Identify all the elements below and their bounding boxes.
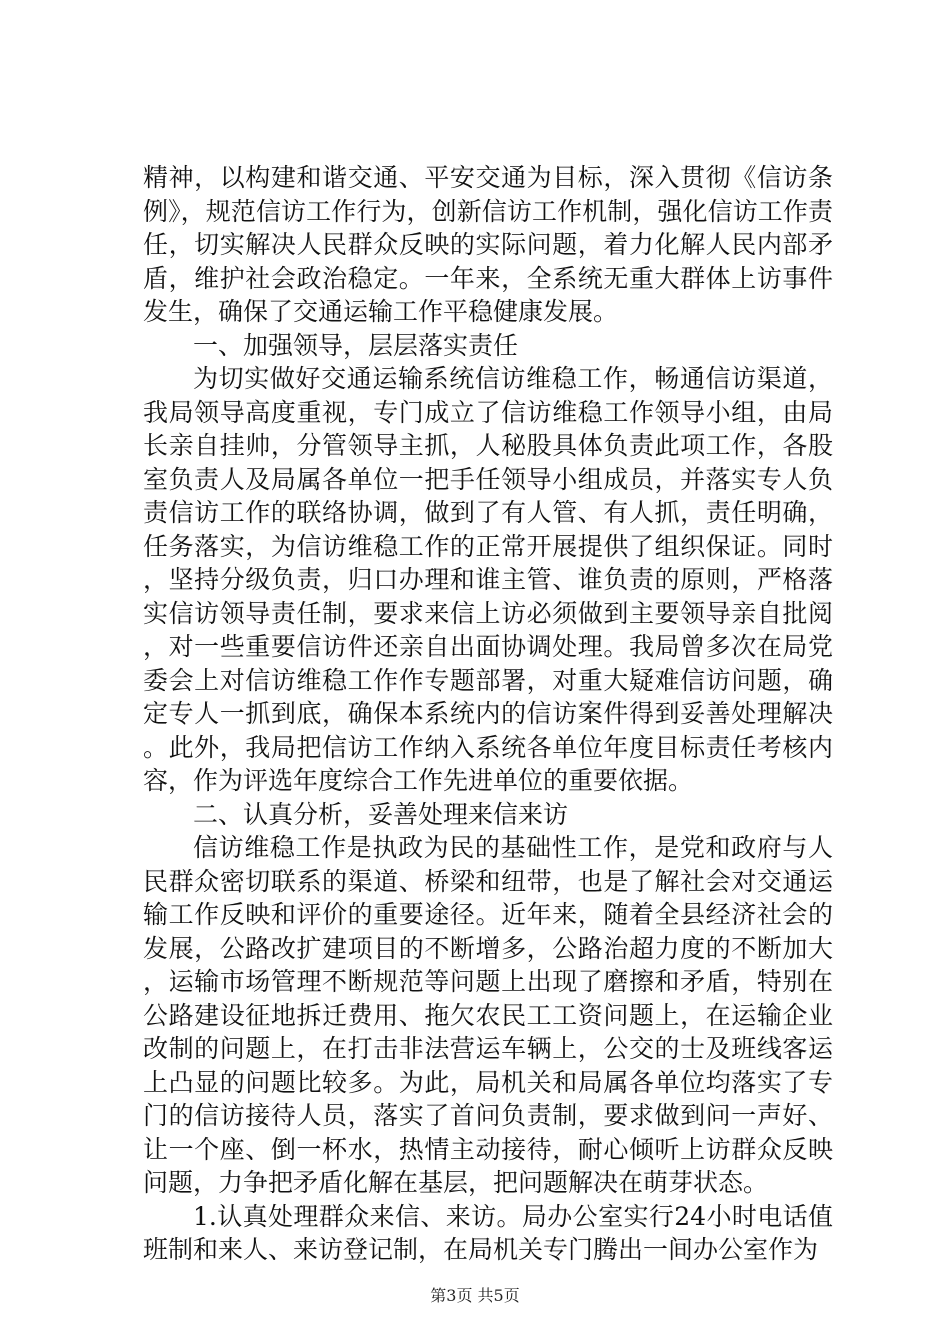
paragraph-section-1: 为切实做好交通运输系统信访维稳工作，畅通信访渠道，我局领导高度重视，专门成立了信访维稳工作领导小组，由局长亲自挂帅，分管领导主抓，人秘股具体负责此项工作，各股室负责人及局属各单位一把手任领导小组成员，并落实专人负责信访工作的联络协调，做到了有人管、有人抓，责任明确，任务落实，为信访维稳工作的正常开展提供了组织保证。同时，坚持分级负责，归口办理和谁主管、谁负责的原则，严格落实信访领导责任制，要求来信上访必须做到主要领导亲自批阅，对一些重要信访件还亲自出面协调处理。我局曾多次在局党委会上对信访维稳工作作专题部署，对重大疑难信访问题，确定专人一抓到底，确保本系统内的信访案件得到妥善处理解决。此外，我局把信访工作纳入系统各单位年度目标责任考核内容，作为评选年度综合工作先进单位的重要依据。 bbox=[143, 364, 833, 795]
paragraph-item-1: 1.认真处理群众来信、来访。局办公室实行24小时电话值班制和来人、来访登记制，在局机关专门腾出一间办公室作为 bbox=[143, 1201, 833, 1264]
paragraph-section-2: 信访维稳工作是执政为民的基础性工作，是党和政府与人民群众密切联系的渠道、桥梁和纽带，也是了解社会对交通运输工作反映和评价的重要途径。近年来，随着全县经济社会的发展，公路改扩建项目的不断增多，公路治超力度的不断加大，运输市场管理不断规范等问题上出现了磨擦和矛盾，特别在公路建设征地拆迁费用、拖欠农民工工资问题上，在运输企业改制的问题上，在打击非法营运车辆上，公交的士及班线客运上凸显的问题比较多。为此，局机关和局属各单位均落实了专门的信访接待人员，落实了首问负责制，要求做到问一声好、让一个座、倒一杯水，热情主动接待，耐心倾听上访群众反映问题，力争把矛盾化解在基层，把问题解决在萌芽状态。 bbox=[143, 833, 833, 1197]
paragraph-intro: 精神，以构建和谐交通、平安交通为目标，深入贯彻《信访条例》，规范信访工作行为，创新信访工作机制，强化信访工作责任，切实解决人民群众反映的实际问题，着力化解人民内部矛盾，维护社会政治稳定。一年来，全系统无重大群体上访事件发生，确保了交通运输工作平稳健康发展。 bbox=[143, 163, 833, 326]
section-heading-2: 二、认真分析，妥善处理来信来访 bbox=[193, 799, 569, 829]
section-heading-1: 一、加强领导，层层落实责任 bbox=[193, 330, 519, 360]
document-body bbox=[143, 161, 833, 1267]
page-footer: 第3页 共5页 bbox=[430, 1286, 520, 1305]
